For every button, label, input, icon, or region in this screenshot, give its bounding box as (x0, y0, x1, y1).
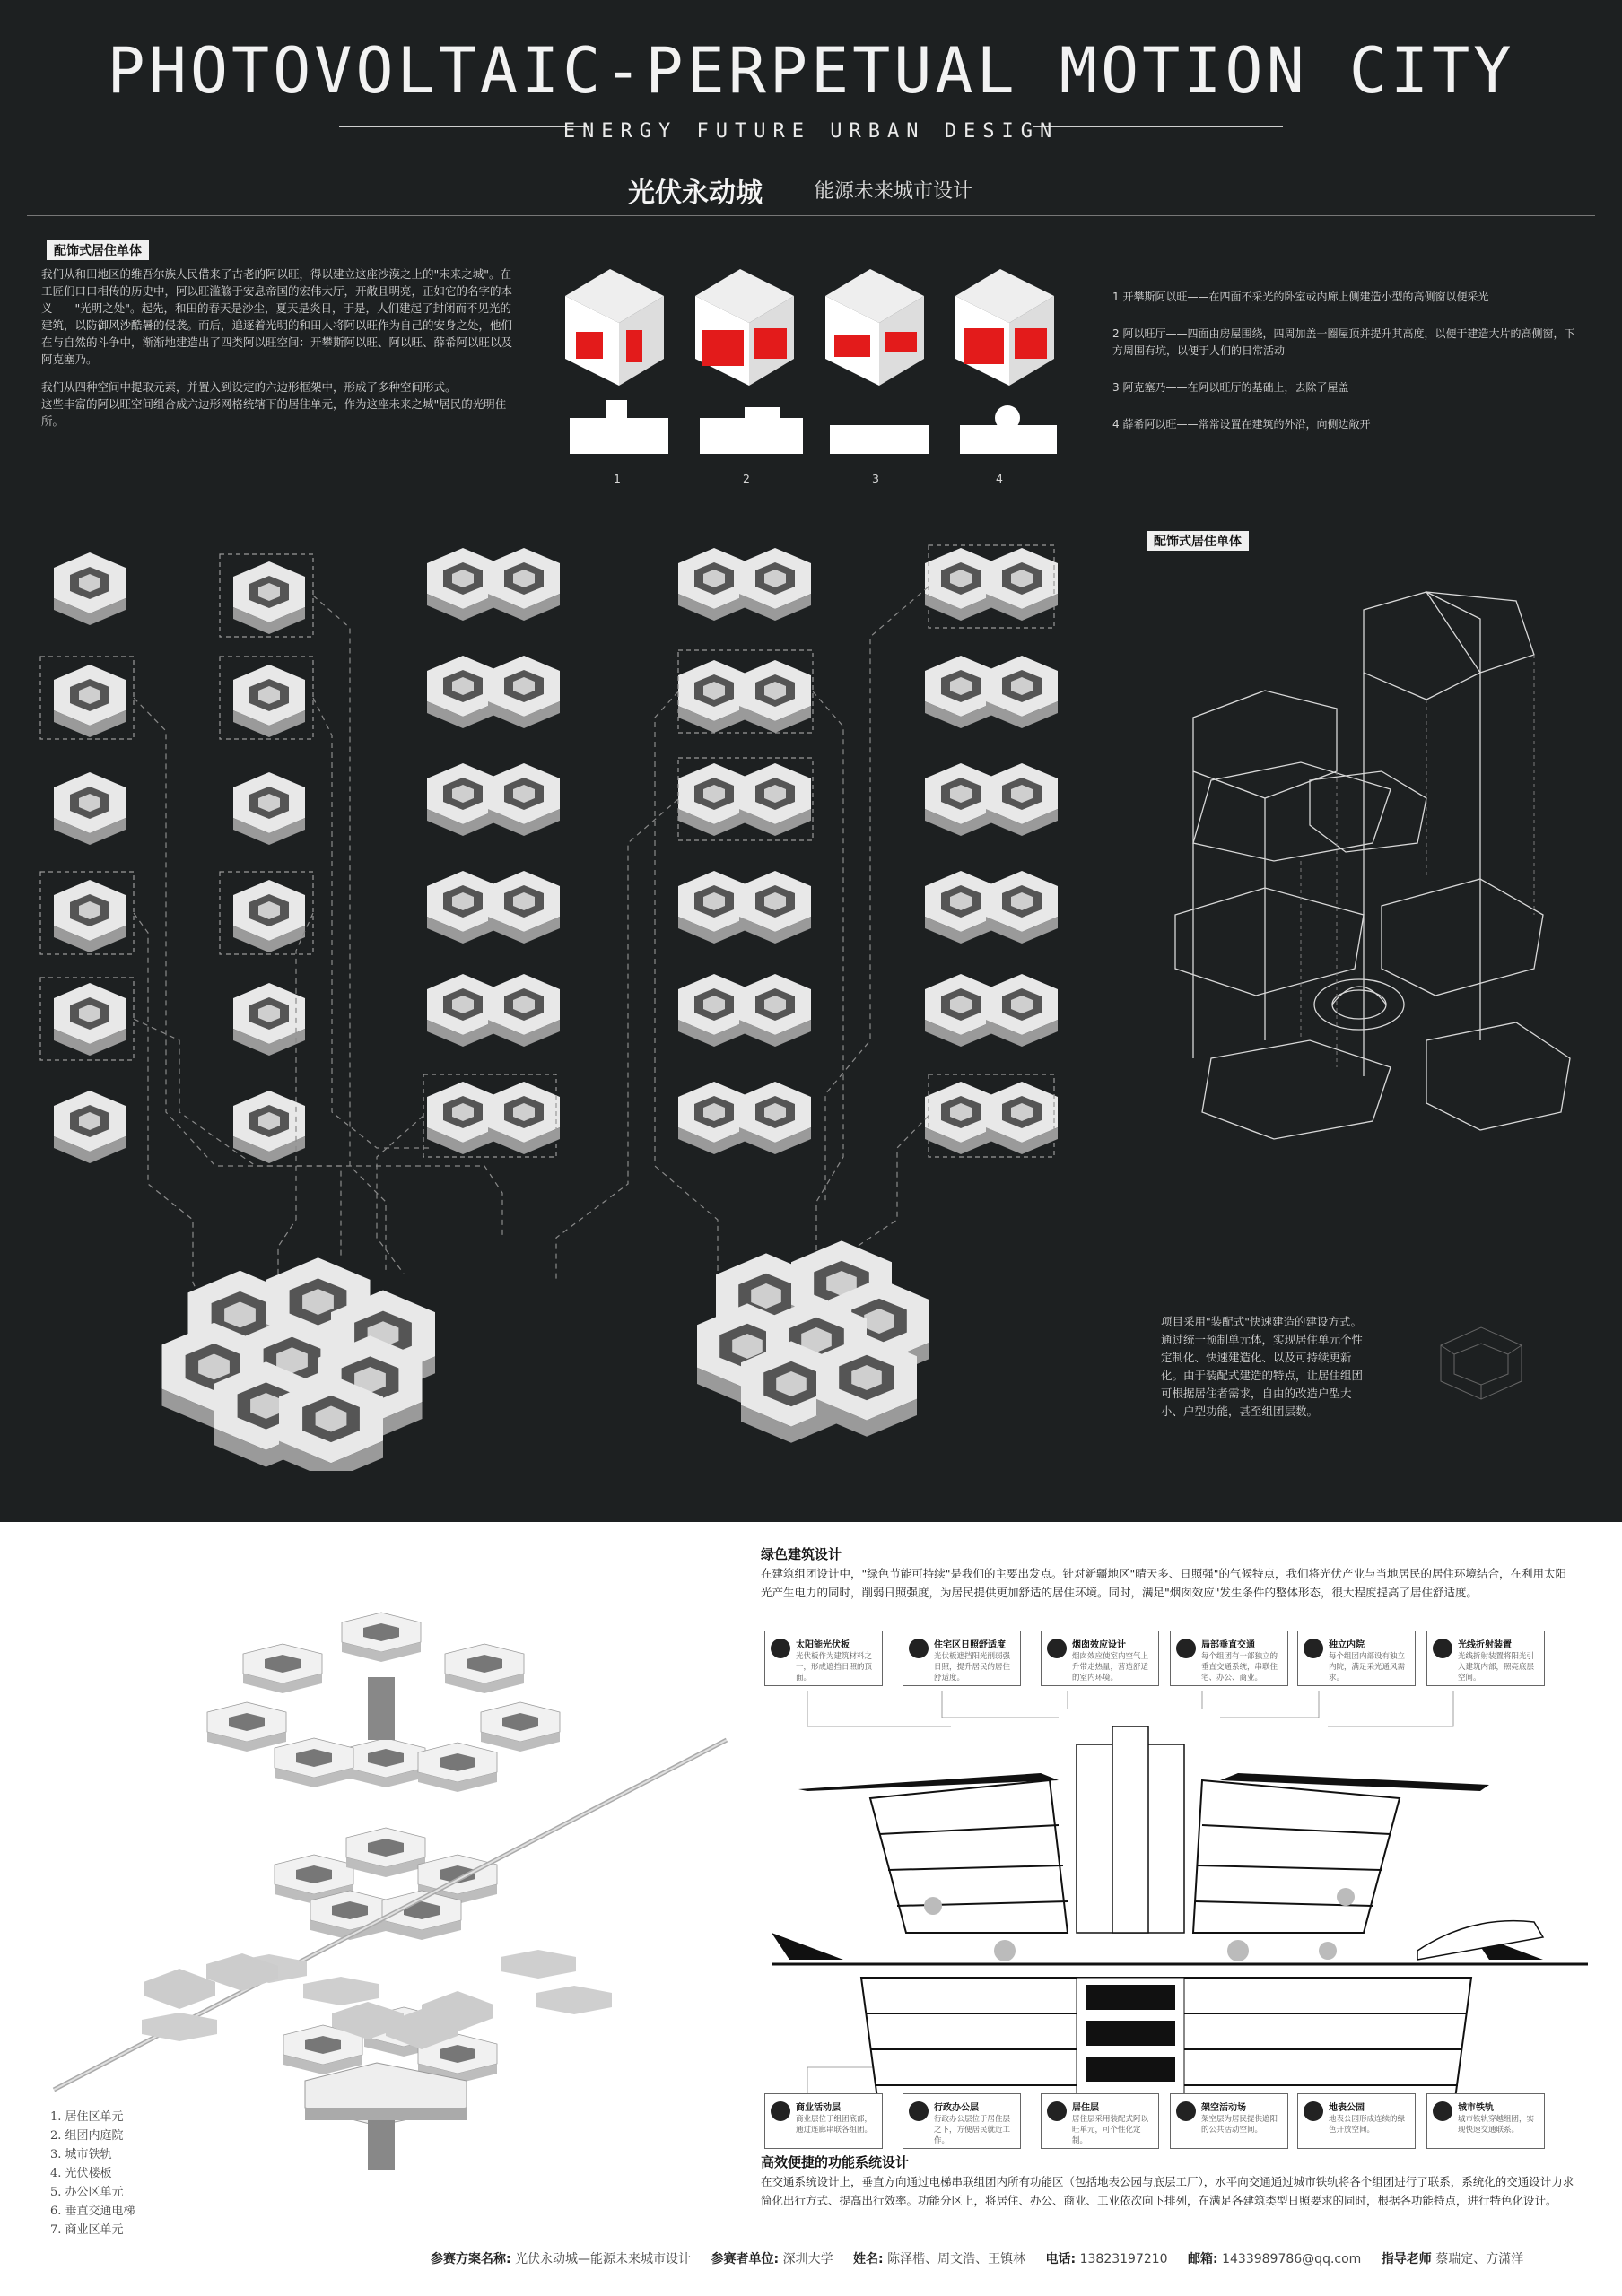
unit-module-pair (925, 656, 1058, 728)
unit-module-pair (427, 548, 560, 621)
unit-module-pair (678, 871, 811, 944)
type-legend (1112, 289, 1579, 453)
unit-module (233, 561, 305, 634)
section-label-left: 配饰式居住单体 (47, 240, 149, 260)
unit-module (233, 665, 305, 737)
type-number-1: 1 (614, 472, 621, 485)
type-legend-2: 2 阿以旺厅——四面由房屋围绕，四周加盖一圈屋顶并提升其高度，以便于建造大片的高侧窗，下方周围有坑，以便于人们的日常活动 (1112, 327, 1575, 357)
unit-module-pair (678, 548, 811, 621)
elevator-shaft (1112, 1726, 1148, 1933)
shop-icon (771, 2101, 790, 2121)
unit-module-pair (427, 1082, 560, 1154)
courtyard-icon (1304, 1639, 1323, 1658)
cn-title: 光伏永动城 (628, 178, 763, 209)
unit-module (54, 772, 126, 845)
unit-module (233, 983, 305, 1056)
home-icon (909, 1639, 929, 1658)
poster-subtitle: ENERGY FUTURE URBAN DESIGN (562, 120, 1060, 143)
elevator-icon (1176, 1639, 1196, 1658)
unit-module-pair (427, 763, 560, 836)
poster-title: PHOTOVOLTAIC-PERPETUAL MOTION CITY (107, 34, 1515, 108)
feature-card-3: 烟囱效应设计 烟囱效应使室内空气上升带走热量，营造舒适的室内环境。 (1041, 1631, 1159, 1686)
function-title: 高效便捷的功能系统设计 (761, 2154, 910, 2170)
rail-icon (1433, 2101, 1452, 2121)
unit-module (233, 772, 305, 845)
intro-para-2: 我们从四种空间中提取元素，并置入到设定的六边形框架中，形成了多种空间形式。 (41, 380, 457, 394)
unit-module-pair (678, 974, 811, 1047)
exploded-legend-3: 3. 城市铁轨 (50, 2148, 112, 2161)
feature-card-8: 行政办公层 行政办公层位于居住层之下，方便居民就近工作。 (903, 2093, 1021, 2149)
residence-icon (1047, 2101, 1067, 2121)
type-models (556, 242, 1059, 484)
residential-left (870, 1780, 1068, 1933)
unit-module-pair (925, 763, 1058, 836)
unit-module-pair (678, 1082, 811, 1154)
type-legend-1: 1 开攀斯阿以旺——在四面不采光的卧室或内廊上侧建造小型的高侧窗以便采光 (1112, 291, 1489, 303)
feature-card-10: 架空活动场 架空层为居民提供遮阳的公共活动空间。 (1170, 2093, 1288, 2149)
type-number-4: 4 (996, 472, 1003, 485)
type-legend-3: 3 阿克塞乃——在阿以旺厅的基础上，去除了屋盖 (1112, 381, 1349, 394)
type-number-2: 2 (743, 472, 750, 485)
type-model-4 (955, 269, 1054, 386)
green-text: 在建筑组团设计中，"绿色节能可持续"是我们的主要出发点。针对新疆地区"晴天多、日照强"的气候特点，我们将光伏产业与当地居民的居住环境结合，在利用太阳光产生电力的同时，削弱日照强度，为居民提供更加舒适的居住环境。同时，满足"烟囱效应"发生条件的整体形态，很大程度提高了居住舒适度。 (761, 1567, 1567, 1599)
intro-text (41, 265, 513, 440)
unit-module-pair (427, 871, 560, 944)
assembly-text: 项目采用"装配式"快速建造的建设方式。通过统一预制单元体，实现居住单元个性定制化、快速建造化、以及可持续更新化。由于装配式建造的特点，让居住组团可根据居住者需求，自由的改造户型大小、户型功能，甚至组团层数。 (1161, 1315, 1364, 1418)
exploded-legend-4: 4. 光伏楼板 (50, 2167, 112, 2180)
layer-residential (207, 1613, 560, 1792)
exploded-legend-2: 2. 组团内庭院 (50, 2129, 124, 2143)
cn-subtitle: 能源未来城市设计 (815, 180, 973, 203)
unit-module (54, 983, 126, 1056)
unit-module (233, 1091, 305, 1163)
intro-para-1: 我们从和田地区的维吾尔族人民借来了古老的阿以旺，得以建立这座沙漠之上的"未来之城"。在工匠们口口相传的历史中，阿以旺滥觞于安息帝国的宏伟大厅，开敞且明亮，正如它的名字的本义——"光明之处"。起先，和田的春天是沙尘，夏天是炎日，于是，人们建起了封闭而不见光的建筑，以防御风沙酷暑的侵袭。而后，追逐着光明的和田人将阿以旺作为自己的安身之处，他们在与自然的斗争中，渐渐地建造出了四类阿以旺空间：开攀斯阿以旺、阿以旺、薛希阿以旺以及阿克塞乃。 (41, 267, 513, 366)
exploded-legend-1: 1. 居住区单元 (50, 2110, 124, 2124)
unit-module-pair (678, 660, 811, 733)
type-sections (570, 400, 1057, 454)
header-divider (27, 215, 1595, 216)
cluster-left (162, 1257, 436, 1471)
credits-bar: 参赛方案名称: 光伏永动城—能源未来城市设计 参赛者单位: 深圳大学 姓名: 陈泽楷、周文浩、王镇林 电话: 13823197210 邮箱: 1433989786@qq.com 指导老师 蔡瑞定、方潇洋 (431, 2252, 1524, 2266)
feature-card-5: 独立内院 每个组团内部设有独立内院，满足采光通风需求。 (1297, 1631, 1416, 1686)
type-legend-4: 4 薛希阿以旺——常常设置在建筑的外沿，向侧边敞开 (1112, 418, 1371, 430)
type-number-3: 3 (872, 472, 879, 485)
exploded-legend-7: 7. 商业区单元 (50, 2223, 124, 2237)
cluster-right (697, 1240, 929, 1442)
exploded-axonometric-lower (126, 1919, 592, 2179)
exploded-unit-wireframe (1157, 574, 1579, 1202)
exploded-legend-5: 5. 办公区单元 (50, 2186, 124, 2199)
feature-card-9: 居住层 居住层采用装配式阿以旺单元，可个性化定制。 (1041, 2093, 1159, 2149)
green-title: 绿色建筑设计 (761, 1546, 842, 1562)
assembly-icon (1423, 1318, 1539, 1417)
unit-module-pair (925, 974, 1058, 1047)
type-model-1 (565, 269, 664, 386)
intro-para-3: 这些丰富的阿以旺空间组合成六边形网格统辖下的居住单元，作为这座未来之城"居民的光明住所。 (41, 397, 507, 428)
unit-module (54, 1091, 126, 1163)
exploded-legend (50, 2108, 135, 2239)
light-refraction-icon (1433, 1639, 1452, 1658)
feature-card-7: 商业活动层 商业层位于组团底部，通过连廊串联各组团。 (764, 2093, 883, 2149)
type-model-2 (695, 269, 794, 386)
unit-module (233, 880, 305, 952)
unit-module (54, 880, 126, 952)
office-icon (909, 2101, 929, 2121)
feature-card-6: 光线折射装置 光线折射装置将阳光引入建筑内部，照亮底层空间。 (1426, 1631, 1545, 1686)
unit-module-pair (925, 1082, 1058, 1154)
selection-boxes (40, 545, 1054, 1157)
feature-card-4: 局部垂直交通 每个组团有一部独立的垂直交通系统，串联住宅、办公、商业。 (1170, 1631, 1288, 1686)
chimney-icon (1047, 1639, 1067, 1658)
unit-module-pair (925, 871, 1058, 944)
unit-module-pair (678, 763, 811, 836)
function-text: 在交通系统设计上，垂直方向通过电梯串联组团内所有功能区（包括地表公园与底层工厂），水平向交通通过城市铁轨将各个组团进行了联系，系统化的交通设计力求简化出行方式、提高出行效率。功能分区上，将居住、办公、商业、工业依次向下排列，在满足各建筑类型日照要求的同时，根据各功能特点，进行特色化设计。 (761, 2175, 1574, 2207)
unit-module-pair (925, 548, 1058, 621)
unit-module (54, 552, 126, 625)
building-section (772, 1691, 1588, 2094)
exploded-legend-6: 6. 垂直交通电梯 (50, 2205, 135, 2218)
feature-card-11: 地表公园 地表公园形成连续的绿色开放空间。 (1297, 2093, 1416, 2149)
unit-module-pair (427, 974, 560, 1047)
feature-card-1: 太阳能光伏板 光伏板作为建筑材料之一，形成遮挡日照的顶面。 (764, 1631, 883, 1686)
feature-card-12: 城市铁轨 城市铁轨穿越组团，实现快速交通联系。 (1426, 2093, 1545, 2149)
solar-panel-icon (771, 1639, 790, 1658)
unit-module-pair (427, 656, 560, 728)
type-model-3 (825, 269, 924, 386)
unit-module (54, 665, 126, 737)
feature-card-2: 住宅区日照舒适度 光伏板遮挡阳光削弱强日照，提升居民的居住舒适度。 (903, 1631, 1021, 1686)
residential-right (1193, 1780, 1400, 1933)
pavilion-icon (1176, 2101, 1196, 2121)
section-label-right: 配饰式居住单体 (1147, 531, 1249, 551)
unit-matrix (36, 538, 1112, 1471)
park-icon (1304, 2101, 1323, 2121)
